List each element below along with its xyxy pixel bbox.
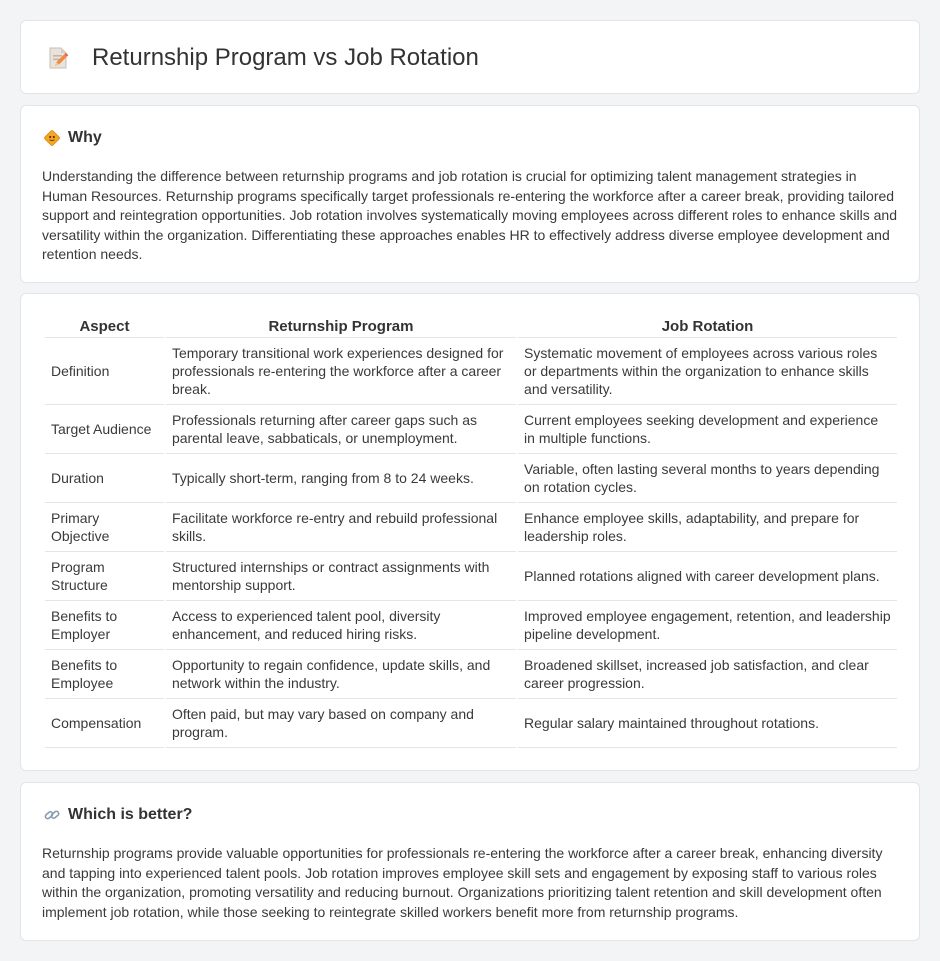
table-row — [45, 650, 897, 699]
cell-returnship: Professionals returning after career gaps such as parental leave, sabbaticals, or unemployment. — [166, 405, 516, 454]
cell-aspect: Duration — [45, 454, 164, 503]
cell-rotation: Systematic movement of employees across various roles or departments within the organization to enhance skills and versatility. — [518, 338, 897, 405]
header-rotation: Job Rotation — [518, 316, 897, 338]
better-text: Returnship programs provide valuable opportunities for professionals re-entering the workforce after a career break, enhancing diversity and tapping into experienced talent pools. Job rotation improves employee skill sets and engagement by exposing staff to various roles within the organization, promoting versatility and reducing burnout. Organizations prioritizing talent retention and skill development often implement job rotation, while those seeking to reintegrate skilled workers benefit more from returnship programs. — [42, 845, 883, 920]
cell-rotation: Variable, often lasting several months to years depending on rotation cycles. — [518, 454, 897, 503]
cell-returnship: Typically short-term, ranging from 8 to 24 weeks. — [166, 454, 516, 503]
cell-rotation: Regular salary maintained throughout rotations. — [518, 699, 897, 748]
cell-aspect: Compensation — [45, 699, 164, 748]
table-row — [45, 552, 897, 601]
table-row — [45, 503, 897, 552]
header-returnship: Returnship Program — [166, 316, 516, 338]
cell-returnship: Often paid, but may vary based on company and program. — [166, 699, 516, 748]
why-section — [20, 105, 920, 283]
why-title: Why — [68, 129, 102, 146]
why-heading — [43, 128, 102, 148]
table-row — [45, 699, 897, 748]
cell-aspect: Program Structure — [45, 552, 164, 601]
why-text: Understanding the difference between returnship programs and job rotation is crucial for optimizing talent management strategies in Human Resources. Returnship programs specifically target professionals re-entering the workforce after a career break, providing tailored support and reintegration opportunities. Job rotation involves systematically moving employees across different roles to enhance skills and versatility within the organization. Differentiating these approaches enables HR to effectively address diverse employee development and retention needs. — [42, 168, 897, 263]
header-card — [20, 20, 920, 94]
cell-rotation: Broadened skillset, increased job satisfaction, and clear career progression. — [518, 650, 897, 699]
cell-rotation: Planned rotations aligned with career development plans. — [518, 552, 897, 601]
cell-returnship: Opportunity to regain confidence, update skills, and network within the industry. — [166, 650, 516, 699]
document-pencil-icon — [46, 45, 72, 71]
cell-aspect: Definition — [45, 338, 164, 405]
cell-returnship: Facilitate workforce re-entry and rebuild professional skills. — [166, 503, 516, 552]
cell-aspect: Benefits to Employer — [45, 601, 164, 650]
table-row — [45, 454, 897, 503]
link-icon — [43, 806, 61, 824]
comparison-table — [43, 316, 899, 748]
cell-aspect: Target Audience — [45, 405, 164, 454]
better-heading — [43, 805, 192, 825]
cell-returnship: Structured internships or contract assignments with mentorship support. — [166, 552, 516, 601]
table-row — [45, 338, 897, 405]
page-title: Returnship Program vs Job Rotation — [92, 44, 479, 71]
comparison-card — [20, 293, 920, 771]
header-aspect: Aspect — [45, 316, 164, 338]
cell-aspect: Primary Objective — [45, 503, 164, 552]
cell-rotation: Current employees seeking development and experience in multiple functions. — [518, 405, 897, 454]
cell-aspect: Benefits to Employee — [45, 650, 164, 699]
cell-rotation: Enhance employee skills, adaptability, and prepare for leadership roles. — [518, 503, 897, 552]
cell-rotation: Improved employee engagement, retention, and leadership pipeline development. — [518, 601, 897, 650]
table-row — [45, 601, 897, 650]
table-header-row — [45, 316, 897, 338]
cell-returnship: Access to experienced talent pool, diversity enhancement, and reduced hiring risks. — [166, 601, 516, 650]
diamond-sign-icon — [43, 129, 61, 147]
table-row — [45, 405, 897, 454]
which-better-section — [20, 782, 920, 941]
cell-returnship: Temporary transitional work experiences designed for professionals re-entering the workforce after a career break. — [166, 338, 516, 405]
better-title: Which is better? — [68, 806, 193, 823]
